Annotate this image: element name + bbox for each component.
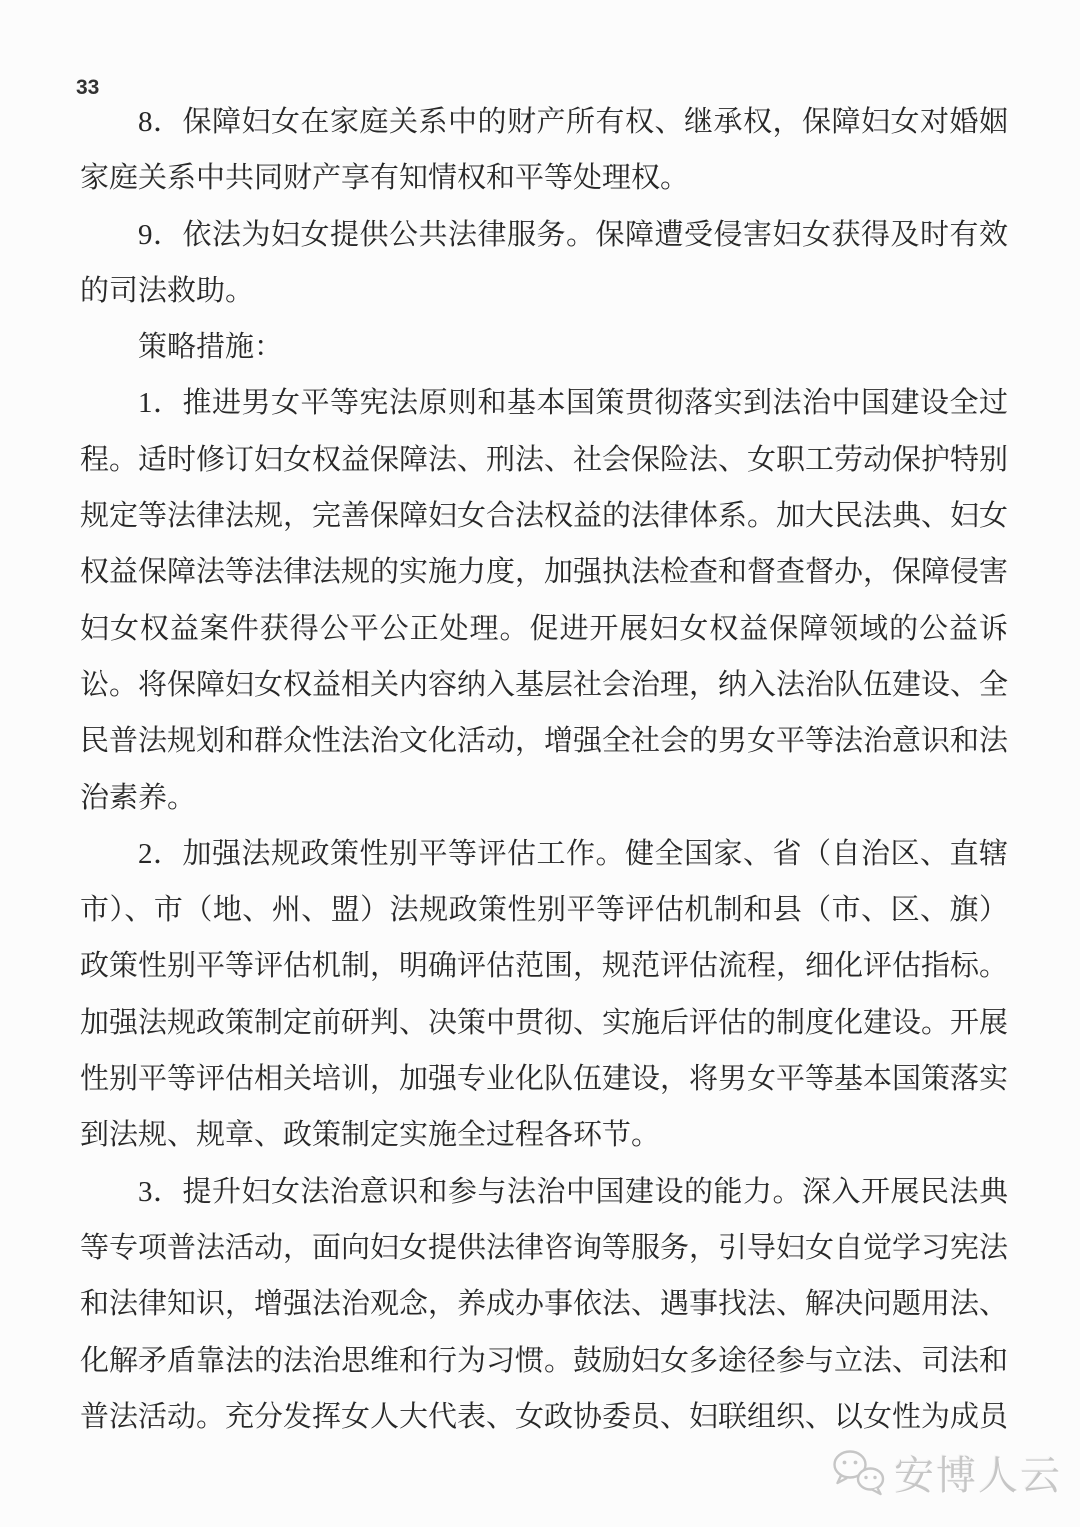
document-body — [80, 94, 1008, 1445]
paragraph: 1．推进男女平等宪法原则和基本国策贯彻落实到法治中国建设全过程。适时修订妇女权益保障法、刑法、社会保险法、女职工劳动保护特别规定等法律法规，完善保障妇女合法权益的法律体系。加大民法典、妇女权益保障法等法律法规的实施力度，加强执法检查和督查督办，保障侵害妇女权益案件获得公平公正处理。促进开展妇女权益保障领域的公益诉讼。将保障妇女权益相关内容纳入基层社会治理，纳入法治队伍建设、全民普法规划和群众性法治文化活动，增强全社会的男女平等法治意识和法治素养。 — [80, 387, 1009, 814]
watermark-text: 安博人云 — [894, 1454, 1062, 1498]
watermark — [832, 1444, 1062, 1501]
wechat-icon — [832, 1449, 886, 1497]
paragraph: 2．加强法规政策性别平等评估工作。健全国家、省（自治区、直辖市）、市（地、州、盟）法规政策性别平等评估机制和县（市、区、旗）政策性别平等评估机制，明确评估范围，规范评估流程，细化评估指标。加强法规政策制定前研判、决策中贯彻、实施后评估的制度化建设。开展性别平等评估相关培训，加强专业化队伍建设，将男女平等基本国策落实到法规、规章、政策制定实施全过程各环节。 — [80, 837, 1009, 1152]
paragraph: 3．提升妇女法治意识和参与法治中国建设的能力。深入开展民法典等专项普法活动，面向妇女提供法律咨询等服务，引导妇女自觉学习宪法和法律知识，增强法治观念，养成办事依法、遇事找法、解决问题用法、化解矛盾靠法的法治思维和行为习惯。鼓励妇女多途径参与立法、司法和普法活动。充分发挥女人大代表、女政协委员、妇联组织、以女性为成员 — [80, 1175, 1009, 1433]
page-number: 33 — [76, 76, 100, 99]
paragraph: 策略措施： — [138, 331, 284, 364]
paragraph: 8．保障妇女在家庭关系中的财产所有权、继承权，保障妇女对婚姻家庭关系中共同财产享有知情权和平等处理权。 — [80, 106, 1008, 195]
paragraph: 9．依法为妇女提供公共法律服务。保障遭受侵害妇女获得及时有效的司法救助。 — [80, 218, 1008, 307]
